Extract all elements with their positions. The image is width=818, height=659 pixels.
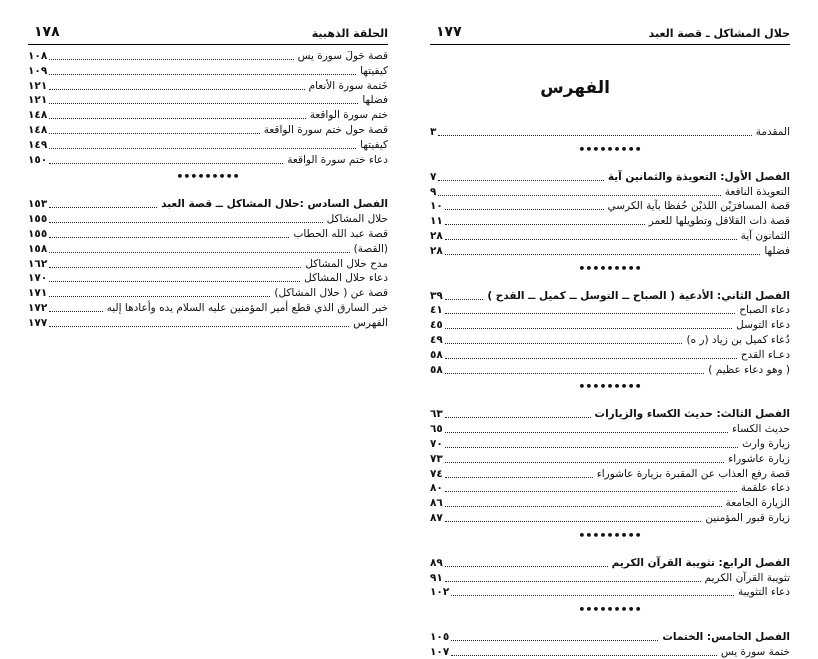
page-header: [430, 26, 790, 45]
toc-entry: [28, 152, 388, 167]
toc-entry: [28, 92, 388, 107]
entry-page-number: ٦٣: [430, 408, 443, 421]
dot-leader: [445, 238, 737, 240]
dot-leader: [49, 221, 322, 223]
header-title: حلال المشاكل ـ قصة العبد: [648, 27, 790, 40]
entry-title: مدح حلال المشاكل: [305, 257, 388, 270]
entry-title: كيفيتها: [360, 64, 388, 77]
entry-page-number: ٧٤: [430, 467, 443, 480]
chapter-entry: [430, 169, 790, 184]
toc-entry: [28, 256, 388, 271]
dot-leader: [445, 208, 604, 210]
toc-entry: [430, 317, 790, 332]
chapter-entry: [430, 555, 790, 570]
dot-leader: [445, 372, 704, 374]
entry-title: الفصل الخامس: الختمات: [662, 631, 790, 644]
dot-leader: [438, 134, 751, 136]
entry-title: دعاء الصباح: [739, 304, 790, 317]
entry-page-number: ٥٨: [430, 348, 443, 361]
dot-leader: [49, 162, 283, 164]
toc-entry: [430, 495, 790, 510]
dot-leader: [49, 206, 157, 208]
entry-page-number: ١٠: [430, 200, 443, 213]
entry-page-number: ١٤٨: [28, 124, 48, 136]
entry-page-number: ١٠٥: [430, 631, 450, 644]
toc-entry: [28, 48, 388, 63]
toc-entry: [430, 451, 790, 466]
header-title: الحلقة الذهبية: [311, 27, 388, 40]
entry-page-number: ٤٥: [430, 319, 443, 332]
dot-leader: [49, 236, 289, 238]
entry-page-number: ١٢١: [28, 94, 48, 107]
entry-page-number: ٨٧: [430, 512, 443, 524]
chapter-entry: [28, 196, 388, 211]
entry-page-number: ١٢١: [28, 79, 48, 92]
dot-leader: [49, 73, 356, 75]
entry-page-number: ١٥٣: [28, 198, 48, 211]
toc-entry: [430, 198, 790, 213]
entry-page-number: ١٠٩: [28, 64, 48, 77]
dot-leader: [445, 431, 728, 433]
entry-page-number: ١٧١: [28, 287, 48, 300]
toc-entry: [430, 480, 790, 495]
entry-title: الثمانون آية: [740, 230, 790, 242]
entry-title: فضلها: [764, 244, 790, 257]
section-separator: •••••••••: [578, 528, 642, 542]
entry-title: زيارة وارث: [741, 438, 790, 450]
entry-page-number: ١٤٩: [28, 138, 48, 151]
entry-page-number: ٥٨: [430, 363, 443, 376]
dot-leader: [49, 310, 102, 312]
toc-entry: [430, 124, 790, 139]
section-separator: •••••••••: [578, 380, 642, 394]
page-number: ١٧٧: [436, 24, 462, 40]
entry-title: التعويذة النافعة: [724, 185, 790, 198]
entry-page-number: ١٥٠: [28, 153, 48, 166]
chapter-entry: [430, 406, 790, 421]
toc-entry: [430, 332, 790, 347]
toc-entry: [28, 285, 388, 300]
entry-title: قصة حَولَ سورة يس: [297, 50, 388, 62]
entry-title: دعـاء القدح: [740, 348, 790, 361]
entry-page-number: ٣٩: [430, 289, 443, 302]
toc-entry: [430, 347, 790, 362]
toc-entry: [28, 211, 388, 226]
toc-entry: [430, 243, 790, 258]
page-header: [28, 26, 388, 45]
dot-leader: [49, 88, 304, 90]
entry-page-number: ٧٣: [430, 452, 443, 465]
page-number: ١٧٨: [34, 24, 60, 40]
entry-page-number: ٧: [430, 170, 437, 183]
dot-leader: [49, 325, 349, 327]
dot-leader: [49, 132, 260, 134]
entry-page-number: ١٧٧: [28, 316, 48, 329]
entry-title: قصة عن ( حلال المشاكل): [274, 287, 388, 300]
entry-page-number: ١٧٢: [28, 302, 48, 314]
dot-leader: [445, 446, 738, 448]
entry-title: كيفيتها: [360, 138, 388, 151]
toc-entry: [28, 315, 388, 330]
toc-entry: [430, 302, 790, 317]
entry-title: الفصل الأول: التعويذة والثمانين آية: [607, 170, 790, 183]
entry-title: فضلها: [362, 94, 388, 107]
entry-title: دعاء ختم سورة الواقعة: [287, 153, 388, 166]
entry-title: الفهرس: [353, 316, 388, 329]
entry-title: خبر السارق الذي قطع أمير المؤمنين عليه السلام يده وأعادها إليه: [106, 302, 388, 314]
dot-leader: [49, 266, 301, 268]
dot-leader: [49, 58, 293, 60]
toc-entry: [430, 510, 790, 525]
toc-entry: [430, 213, 790, 228]
section-separator: •••••••••: [578, 261, 642, 275]
entry-page-number: ١٥٥: [28, 213, 48, 226]
entry-title: ختم سورة الواقعة: [309, 109, 388, 122]
entry-page-number: ٢٨: [430, 244, 443, 257]
entry-page-number: ٧٠: [430, 438, 443, 450]
entry-title: قصة حول ختم سورة الواقعة: [263, 124, 388, 136]
entry-page-number: ٦٥: [430, 423, 443, 436]
toc-entry: [28, 226, 388, 241]
entry-page-number: ٩١: [430, 571, 443, 584]
dot-leader: [445, 298, 484, 300]
dot-leader: [445, 505, 722, 507]
toc-entry: [28, 241, 388, 256]
dot-leader: [451, 639, 658, 641]
entry-title: قصة المسافرَيْن اللذيْن حُفظا بآية الكرسي: [607, 200, 790, 213]
toc-entry: [28, 107, 388, 122]
entry-title: دعاء حلال المشاكل: [304, 272, 388, 285]
entry-page-number: ١٤٨: [28, 109, 48, 122]
entry-page-number: ٤١: [430, 304, 443, 317]
entry-page-number: ١٦٢: [28, 257, 48, 270]
entry-page-number: ١٠٨: [28, 50, 48, 62]
entry-title: دُعاء كميل بن زياد (ر ه): [686, 334, 790, 346]
entry-page-number: ٣: [430, 126, 437, 138]
dot-leader: [445, 565, 608, 567]
toc-entry: [430, 228, 790, 243]
toc-entry: [28, 63, 388, 78]
toc-entry: [430, 466, 790, 481]
entry-page-number: ١١: [430, 215, 443, 228]
entry-page-number: ٨٠: [430, 482, 443, 495]
entry-title: تثويبة القرآن الكريم: [704, 571, 790, 584]
entry-title: ( وهو دعاء عظيم ): [708, 363, 790, 376]
entry-title: قصة رفع العذاب عن المقبرة بزيارة عاشوراء: [596, 467, 790, 480]
toc-entry: [28, 78, 388, 93]
left-page: [28, 0, 388, 639]
entry-page-number: ١٠٢: [430, 586, 450, 599]
entry-title: دعاء علقمة: [740, 482, 790, 495]
dot-leader: [445, 461, 724, 463]
dot-leader: [445, 580, 701, 582]
dot-leader: [445, 416, 591, 418]
entry-page-number: ٨٦: [430, 497, 443, 510]
toc-entry: [430, 184, 790, 199]
entry-title: الفصل الرابع: تثويبة القرآن الكريم: [611, 556, 790, 569]
dot-leader: [445, 357, 737, 359]
dot-leader: [445, 342, 683, 344]
entry-title: ختمة سورة يس: [720, 646, 790, 658]
dot-leader: [49, 147, 356, 149]
entry-page-number: ٨٩: [430, 556, 443, 569]
toc-entry: [430, 421, 790, 436]
entry-title: حديث الكساء: [732, 423, 790, 436]
toc-entry: [28, 137, 388, 152]
entry-title: دعاء التوسل: [736, 319, 790, 332]
entry-title: خَتمة سورة الأنعام: [308, 79, 388, 92]
entry-title: (القصة): [353, 242, 388, 255]
dot-leader: [451, 594, 734, 596]
dot-leader: [49, 102, 358, 104]
entry-title: زيارة عاشوراء: [728, 452, 790, 465]
entry-page-number: ١٥٥: [28, 228, 48, 240]
toc-entry: [28, 122, 388, 137]
toc-entry: [430, 644, 790, 659]
chapter-entry: [430, 629, 790, 644]
dot-leader: [49, 117, 305, 119]
entry-title: الفصل السادس :حلال المشاكل ــ قصة العبد: [161, 198, 388, 211]
right-page: [430, 0, 790, 658]
dot-leader: [445, 476, 593, 478]
dot-leader: [445, 490, 737, 492]
section-separator: •••••••••: [578, 142, 642, 156]
toc-entry: [430, 362, 790, 377]
entry-page-number: ٤٩: [430, 334, 443, 346]
dot-leader: [49, 251, 349, 253]
dot-leader: [49, 280, 300, 282]
toc-entry: [430, 436, 790, 451]
index-title: الفهرس: [540, 78, 610, 98]
toc-entry: [430, 584, 790, 599]
dot-leader: [445, 312, 735, 314]
toc-entry: [28, 300, 388, 315]
entry-page-number: ١٠٧: [430, 646, 450, 658]
entry-title: الفصل الثاني: الأدعية ( الصباح ــ التوسل ــ كميل ــ القدح ): [487, 289, 790, 302]
entry-title: حلال المشاكل: [326, 213, 388, 226]
toc-entry: [430, 570, 790, 585]
chapter-entry: [430, 288, 790, 303]
section-separator: •••••••••: [578, 603, 642, 617]
dot-leader: [438, 179, 603, 181]
dot-leader: [445, 223, 645, 225]
dot-leader: [451, 654, 717, 656]
entry-page-number: ٢٨: [430, 230, 443, 242]
entry-title: دعاء التثويبة: [737, 586, 790, 599]
entry-title: الزيارة الجامعة: [725, 497, 790, 510]
entry-title: زيارة قبور المؤمنين: [705, 512, 790, 524]
entry-title: الفصل الثالث: حديث الكساء والزيارات: [594, 408, 790, 421]
entry-page-number: ١٧٠: [28, 272, 48, 285]
entry-page-number: ١٥٨: [28, 242, 48, 255]
entry-title: قصة ذات القلاقل وتطويلها للعمر: [648, 215, 790, 228]
dot-leader: [438, 194, 720, 196]
dot-leader: [445, 327, 732, 329]
section-separator: •••••••••: [176, 170, 240, 184]
dot-leader: [445, 520, 701, 522]
entry-page-number: ٩: [430, 185, 437, 198]
entry-title: المقدمة: [755, 126, 790, 138]
dot-leader: [445, 253, 761, 255]
toc-entry: [28, 270, 388, 285]
dot-leader: [49, 295, 270, 297]
entry-title: قصة عبد الله الحطاب: [293, 228, 388, 240]
